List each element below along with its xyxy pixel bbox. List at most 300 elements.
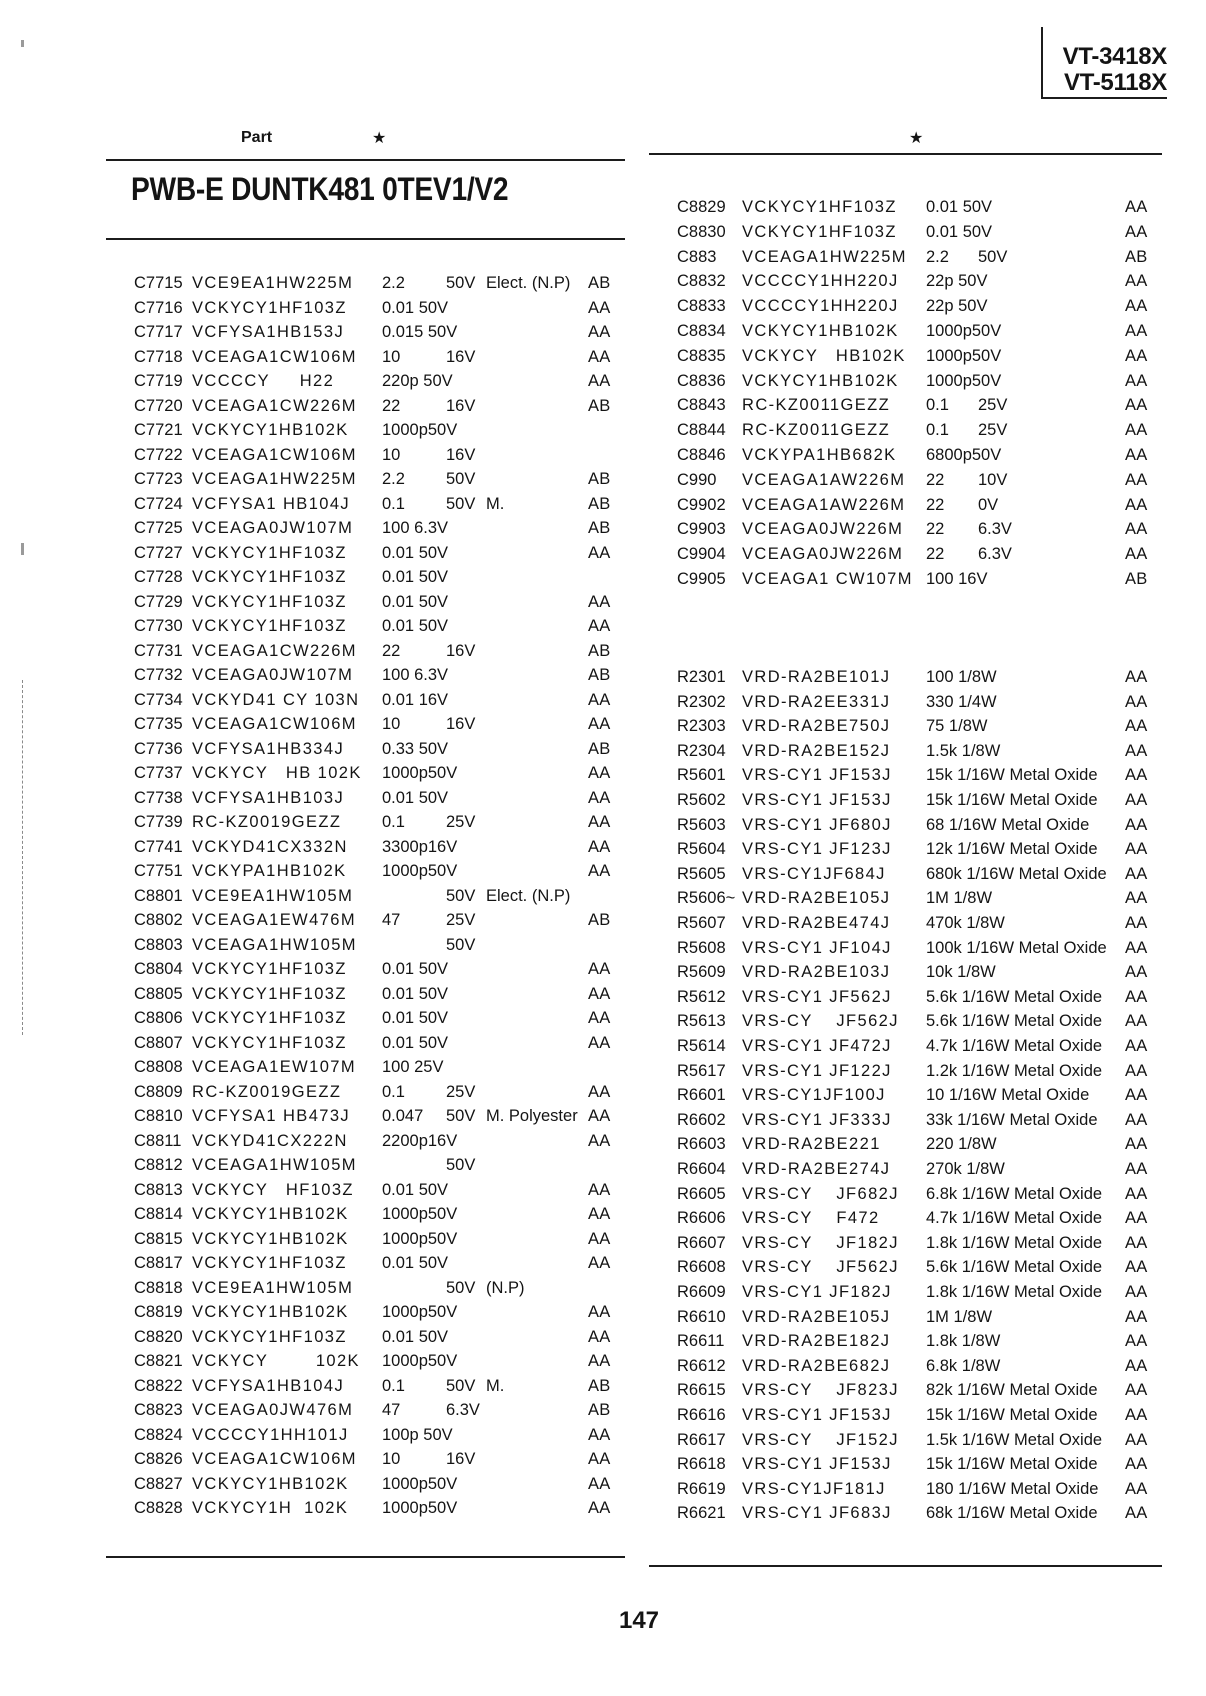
part-number: VRD-RA2BE182J	[742, 1332, 891, 1351]
left-heading-rule	[106, 159, 625, 161]
part-number: VCCCCY1HH101J	[192, 1425, 349, 1444]
rank: AA	[588, 1303, 611, 1321]
ref-designator: C7736	[134, 739, 183, 758]
part-number: VCFYSA1HB334J	[192, 739, 345, 758]
rank: AA	[588, 1352, 611, 1370]
ref-designator: C7729	[134, 592, 183, 611]
value: 1000p50V	[382, 1499, 458, 1517]
part-row	[0, 590, 1206, 615]
right-bottom-rule	[649, 1565, 1162, 1567]
value: 5.6k 1/16W Metal Oxide	[926, 1258, 1103, 1277]
rank: AA	[588, 764, 611, 782]
rank: AA	[1125, 1135, 1148, 1154]
ref-designator: R5612	[677, 987, 726, 1006]
part-number: VCFYSA1HB153J	[192, 323, 345, 341]
part-number: VCKYCY1HF103Z	[192, 543, 347, 562]
ref-designator: C8817	[134, 1254, 183, 1272]
rank: AA	[588, 1205, 611, 1223]
part-row	[0, 1452, 1206, 1477]
value: 0.01 50V	[382, 960, 449, 978]
voltage: 50V	[446, 886, 476, 905]
rank: AA	[588, 1131, 611, 1150]
part-row	[0, 1034, 1206, 1059]
value: 180 1/16W Metal Oxide	[926, 1479, 1099, 1498]
ref-designator: C8810	[134, 1107, 183, 1125]
rank: AA	[588, 1033, 611, 1052]
part-number: VRS-CY1 JF472J	[742, 1037, 892, 1055]
value: 22p 50V	[926, 272, 988, 291]
right-capacitor-list	[0, 195, 1206, 592]
rank: AA	[588, 1107, 611, 1125]
part-number: VCKYCY1HF103Z	[192, 592, 347, 611]
rank: AA	[1125, 864, 1148, 883]
part-row	[0, 344, 1206, 369]
part-number: VRD-RA2EE331J	[742, 692, 891, 711]
part-number: VCEAGA1HW105M	[192, 935, 357, 954]
rank: AB	[588, 911, 611, 929]
rank: AA	[588, 960, 611, 978]
rank: AA	[588, 984, 611, 1003]
rank: AA	[1125, 1012, 1148, 1031]
value: 0.01 50V	[382, 984, 449, 1003]
part-number: VCKYCY1HB102K	[742, 322, 899, 340]
part-number: VRS-CY JF562J	[742, 1012, 899, 1031]
part-number: VCKYCY HB 102K	[192, 764, 362, 782]
value: 0.01 50V	[926, 198, 993, 216]
rank: AB	[588, 1376, 611, 1395]
page-number: 147	[618, 1607, 660, 1634]
part-row	[0, 195, 1206, 220]
part-number: VCKYPA1HB682K	[742, 446, 897, 464]
ref-designator: R5604	[677, 840, 726, 859]
ref-designator: C8829	[677, 198, 726, 216]
part-number: VCEAGA1CW106M	[192, 347, 357, 366]
part-number: VRS-CY JF823J	[742, 1381, 899, 1400]
rank: AA	[1125, 470, 1148, 489]
part-number: VRD-RA2BE682J	[742, 1356, 891, 1375]
value: 1000p50V	[382, 421, 458, 439]
description: Elect. (N.P)	[486, 886, 571, 905]
star-icon: ★	[372, 128, 387, 147]
ref-designator: C8818	[134, 1278, 183, 1297]
part-number: VRS-CY1JF684J	[742, 864, 886, 883]
part-row	[0, 739, 1206, 764]
rank: AA	[588, 298, 611, 317]
ref-designator: R6617	[677, 1430, 726, 1449]
part-row	[0, 886, 1206, 911]
part-row	[0, 443, 1206, 468]
ref-designator: C8844	[677, 421, 726, 440]
part-number: VCEAGA1CW106M	[192, 1450, 357, 1468]
value: 0.01 50V	[382, 617, 449, 635]
part-number: VRD-RA2BE152J	[742, 741, 891, 760]
value: 1.8k 1/8W	[926, 1332, 1001, 1351]
value: 680k 1/16W Metal Oxide	[926, 864, 1107, 883]
description: M.	[486, 494, 505, 513]
voltage: 50V	[446, 494, 476, 513]
ref-designator: C8821	[134, 1352, 183, 1370]
value: 12k 1/16W Metal Oxide	[926, 840, 1098, 859]
part-row	[0, 614, 1206, 639]
value: 0.047	[382, 1107, 424, 1125]
ref-designator: C9902	[677, 495, 726, 514]
rank: AA	[588, 1327, 611, 1346]
part-number: VCKYPA1HB102K	[192, 862, 347, 880]
rank: AA	[588, 372, 611, 390]
ref-designator: C8824	[134, 1425, 183, 1444]
ref-designator: R6608	[677, 1258, 726, 1277]
value: 1.5k 1/8W	[926, 741, 1001, 760]
ref-designator: C7734	[134, 690, 183, 709]
ref-designator: C8801	[134, 886, 183, 905]
ref-designator: C8834	[677, 322, 726, 340]
voltage: 16V	[446, 347, 476, 366]
part-number: VCKYCY 102K	[192, 1352, 360, 1370]
part-row	[0, 418, 1206, 443]
part-number: VCCCCY1HH220J	[742, 297, 899, 316]
rank: AA	[1125, 1061, 1148, 1080]
part-number: VRS-CY1 JF562J	[742, 987, 892, 1006]
part-number: VCEAGA1 CW107M	[742, 570, 913, 588]
value: 82k 1/16W Metal Oxide	[926, 1381, 1098, 1400]
ref-designator: C7737	[134, 764, 183, 782]
part-number: VRD-RA2BE274J	[742, 1160, 891, 1178]
part-number: VRS-CY1JF100J	[742, 1086, 886, 1105]
value: 5.6k 1/16W Metal Oxide	[926, 987, 1103, 1006]
ref-designator: R6602	[677, 1110, 726, 1129]
part-number: VRD-RA2BE105J	[742, 889, 891, 908]
part-row	[0, 813, 1206, 838]
right-resistor-list	[0, 665, 1206, 1526]
value: 0.01 50V	[382, 1033, 449, 1052]
rank: AB	[588, 396, 611, 415]
part-number: VCKYCY1HB102K	[192, 1205, 349, 1223]
ref-designator: C7738	[134, 788, 183, 807]
value: 220p 50V	[382, 372, 453, 390]
voltage: 6.3V	[978, 520, 1012, 539]
rank: AA	[1125, 1258, 1148, 1277]
ref-designator: C990	[677, 470, 717, 489]
rank: AA	[1125, 396, 1148, 415]
voltage: 50V	[446, 1107, 476, 1125]
value: 1000p50V	[926, 322, 1002, 340]
description: M.	[486, 1376, 505, 1395]
value: 5.6k 1/16W Metal Oxide	[926, 1012, 1103, 1031]
value: 0.01 50V	[382, 543, 449, 562]
ref-designator: R2301	[677, 668, 726, 686]
part-row	[0, 1305, 1206, 1330]
rank: AA	[1125, 1037, 1148, 1055]
ref-designator: C7751	[134, 862, 183, 880]
voltage: 50V	[446, 274, 476, 292]
part-row	[0, 269, 1206, 294]
rank: AA	[1125, 889, 1148, 908]
part-number: VCEAGA1AW226M	[742, 495, 906, 514]
part-number: VCEAGA1CW106M	[192, 715, 357, 733]
value: 0.01 50V	[382, 298, 449, 317]
rank: AB	[588, 494, 611, 513]
ref-designator: C8846	[677, 446, 726, 464]
ref-designator: R6616	[677, 1406, 726, 1424]
part-row	[0, 665, 1206, 690]
voltage: 50V	[446, 935, 476, 954]
part-number: VRS-CY1 JF680J	[742, 815, 892, 834]
voltage: 10V	[978, 470, 1008, 489]
rank: AA	[1125, 1184, 1148, 1203]
rank: AA	[588, 837, 611, 856]
rank: AA	[588, 1425, 611, 1444]
part-number: VRS-CY JF182J	[742, 1233, 899, 1252]
ref-designator: R6619	[677, 1479, 726, 1498]
ref-designator: C8843	[677, 396, 726, 415]
part-number: RC-KZ0011GEZZ	[742, 421, 891, 440]
part-number: VRS-CY1 JF123J	[742, 840, 892, 859]
part-number: VCKYCY1HF103Z	[192, 1327, 347, 1346]
value: 47	[382, 1401, 401, 1419]
part-row	[0, 245, 1206, 270]
ref-designator: R5603	[677, 815, 726, 834]
rank: AA	[1125, 222, 1148, 241]
voltage: 50V	[446, 1156, 476, 1174]
ref-designator: R6611	[677, 1332, 725, 1351]
rank: AA	[1125, 741, 1148, 760]
value: 0.01 50V	[382, 1327, 449, 1346]
value: 10	[382, 715, 401, 733]
value: 15k 1/16W Metal Oxide	[926, 1406, 1098, 1424]
value: 0.1	[926, 396, 949, 415]
value: 15k 1/16W Metal Oxide	[926, 1455, 1098, 1474]
value: 2.2	[382, 274, 405, 292]
ref-designator: C9904	[677, 545, 726, 564]
part-number: VCEAGA1EW107M	[192, 1058, 357, 1076]
ref-designator: R2303	[677, 717, 726, 736]
rank: AA	[1125, 987, 1148, 1006]
value: 0.1	[382, 813, 405, 831]
rank: AA	[588, 1474, 611, 1493]
section-title: PWB-E DUNTK481 0TEV1/V2	[131, 171, 509, 207]
star-icon: ★	[909, 128, 924, 147]
rank: AB	[588, 641, 611, 660]
rank: AA	[1125, 938, 1148, 957]
value: 47	[382, 911, 401, 929]
ref-designator: C7716	[134, 298, 183, 317]
ref-designator: C8815	[134, 1229, 183, 1248]
ref-designator: R6605	[677, 1184, 726, 1203]
part-row	[0, 294, 1206, 319]
part-number: VRS-CY1 JF153J	[742, 766, 892, 785]
part-number: VRD-RA2BE105J	[742, 1307, 891, 1326]
ref-designator: R6603	[677, 1135, 726, 1154]
ref-designator: C8819	[134, 1303, 183, 1321]
rank: AA	[1125, 1406, 1148, 1424]
part-row	[0, 1083, 1206, 1108]
part-number: VCEAGA0JW226M	[742, 520, 904, 539]
part-number: VCKYCY HF103Z	[192, 1180, 354, 1199]
value: 10	[382, 1450, 401, 1468]
part-number: RC-KZ0011GEZZ	[742, 396, 891, 415]
part-row	[0, 1501, 1206, 1526]
part-column-heading: Part	[241, 129, 273, 146]
value: 1M 1/8W	[926, 1307, 993, 1326]
part-number: VCEAGA1HW225M	[742, 247, 907, 266]
ref-designator: R5606~	[677, 889, 736, 908]
part-row	[0, 393, 1206, 418]
value: 330 1/4W	[926, 692, 997, 711]
ref-designator: R6615	[677, 1381, 726, 1400]
rank: AB	[1125, 247, 1148, 266]
ref-designator: C8803	[134, 935, 183, 954]
value: 68k 1/16W Metal Oxide	[926, 1504, 1098, 1523]
voltage: 6.3V	[978, 545, 1012, 564]
ref-designator: R5608	[677, 938, 726, 957]
model-number: VT-3418X	[1062, 43, 1167, 70]
rank: AA	[1125, 1430, 1148, 1449]
rank: AA	[588, 1180, 611, 1199]
part-number: VRS-CY JF682J	[742, 1184, 899, 1203]
part-number: VCKYD41CX332N	[192, 837, 348, 856]
rank: AA	[1125, 1160, 1148, 1178]
part-number: VCKYCY1HF103Z	[192, 1033, 347, 1052]
part-number: VRS-CY JF562J	[742, 1258, 899, 1277]
value: 2.2	[926, 247, 949, 266]
rank: AA	[1125, 520, 1148, 539]
ref-designator: C8832	[677, 272, 726, 291]
rank: AA	[588, 788, 611, 807]
part-row	[0, 369, 1206, 394]
voltage: 25V	[978, 421, 1008, 440]
ref-designator: R6612	[677, 1356, 726, 1375]
rank: AA	[588, 543, 611, 562]
part-number: VCKYCY HB102K	[742, 346, 906, 365]
voltage: 25V	[446, 813, 476, 831]
ref-designator: R6609	[677, 1283, 726, 1301]
part-row	[0, 1231, 1206, 1256]
ref-designator: R5601	[677, 766, 726, 785]
part-number: VCE9EA1HW225M	[192, 274, 354, 292]
part-row	[0, 639, 1206, 664]
value: 6.8k 1/8W	[926, 1356, 1001, 1375]
ref-designator: C8808	[134, 1058, 183, 1076]
part-number: VCKYD41CX222N	[192, 1131, 348, 1150]
part-number: VRS-CY1JF181J	[742, 1479, 886, 1498]
value: 100k 1/16W Metal Oxide	[926, 938, 1107, 957]
value: 0.01 50V	[382, 1254, 449, 1272]
part-number: VRS-CY1 JF153J	[742, 1455, 892, 1474]
part-number: VCKYCY1HF103Z	[192, 1009, 347, 1027]
part-row	[0, 1378, 1206, 1403]
voltage: 16V	[446, 715, 476, 733]
rank: AA	[1125, 840, 1148, 859]
rank: AB	[588, 519, 611, 537]
rank: AA	[1125, 297, 1148, 316]
ref-designator: C7731	[134, 641, 183, 660]
voltage: 6.3V	[446, 1401, 480, 1419]
ref-designator: C8823	[134, 1401, 183, 1419]
ref-designator: C8804	[134, 960, 183, 978]
part-row	[0, 837, 1206, 862]
part-number: VRD-RA2BE221	[742, 1135, 881, 1154]
rank: AA	[1125, 322, 1148, 340]
part-number: VCKYCY1HF103Z	[192, 298, 347, 317]
part-row	[0, 1157, 1206, 1182]
part-number: VCKYCY1HF103Z	[192, 1254, 347, 1272]
rank: AA	[1125, 668, 1148, 686]
ref-designator: R6610	[677, 1307, 726, 1326]
part-number: VCKYCY1HF103Z	[192, 960, 347, 978]
voltage: 50V	[446, 1376, 476, 1395]
part-number: VCEAGA0JW107M	[192, 519, 354, 537]
part-number: VRD-RA2BE103J	[742, 963, 891, 982]
value: 470k 1/8W	[926, 914, 1005, 932]
rank: AA	[1125, 1479, 1148, 1498]
value: 22	[382, 396, 401, 415]
ref-designator: R5607	[677, 914, 726, 932]
value: 4.7k 1/16W Metal Oxide	[926, 1209, 1103, 1228]
part-number: VCEAGA1HW105M	[192, 1156, 357, 1174]
part-number: VCKYCY1HB102K	[192, 1474, 349, 1493]
value: 1M 1/8W	[926, 889, 993, 908]
value: 10k 1/8W	[926, 963, 996, 982]
part-number: VCFYSA1HB104J	[192, 1376, 345, 1395]
value: 10	[382, 445, 401, 464]
part-row	[0, 788, 1206, 813]
part-row	[0, 1403, 1206, 1428]
rank: AA	[1125, 545, 1148, 564]
part-number: RC-KZ0019GEZZ	[192, 1082, 342, 1101]
rank: AA	[1125, 495, 1148, 514]
part-row	[0, 567, 1206, 592]
ref-designator: C883	[677, 247, 717, 266]
value: 33k 1/16W Metal Oxide	[926, 1110, 1098, 1129]
part-number: VCEAGA1EW476M	[192, 911, 357, 929]
value: 1.5k 1/16W Metal Oxide	[926, 1430, 1103, 1449]
value: 0.1	[926, 421, 949, 440]
ref-designator: R6621	[677, 1504, 726, 1523]
rank: AB	[588, 274, 611, 292]
value: 22p 50V	[926, 297, 988, 316]
part-number: VCKYCY1HB102K	[192, 1229, 349, 1248]
rank: AA	[588, 715, 611, 733]
value: 0.01 50V	[382, 1009, 449, 1027]
value: 1000p50V	[382, 1229, 458, 1248]
ref-designator: C7725	[134, 519, 183, 537]
value: 1000p50V	[382, 764, 458, 782]
part-row	[0, 1108, 1206, 1133]
rank: AA	[588, 1009, 611, 1027]
rank: AA	[1125, 815, 1148, 834]
rank: AA	[588, 1082, 611, 1101]
part-row	[0, 1280, 1206, 1305]
part-row	[0, 1354, 1206, 1379]
voltage: 25V	[446, 911, 476, 929]
part-number: VCEAGA0JW226M	[742, 545, 904, 564]
voltage: 25V	[978, 396, 1008, 415]
ref-designator: C8836	[677, 371, 726, 390]
value: 0.1	[382, 1376, 405, 1395]
rank: AA	[588, 813, 611, 831]
part-row	[0, 1182, 1206, 1207]
value: 0.01 50V	[382, 1180, 449, 1199]
part-row	[0, 936, 1206, 961]
voltage: 16V	[446, 641, 476, 660]
rank: AB	[588, 739, 611, 758]
value: 0.33 50V	[382, 739, 449, 758]
part-row	[0, 714, 1206, 739]
ref-designator: C7722	[134, 445, 183, 464]
part-number: VCFYSA1HB103J	[192, 788, 345, 807]
rank: AA	[588, 347, 611, 366]
value: 0.01 50V	[382, 592, 449, 611]
